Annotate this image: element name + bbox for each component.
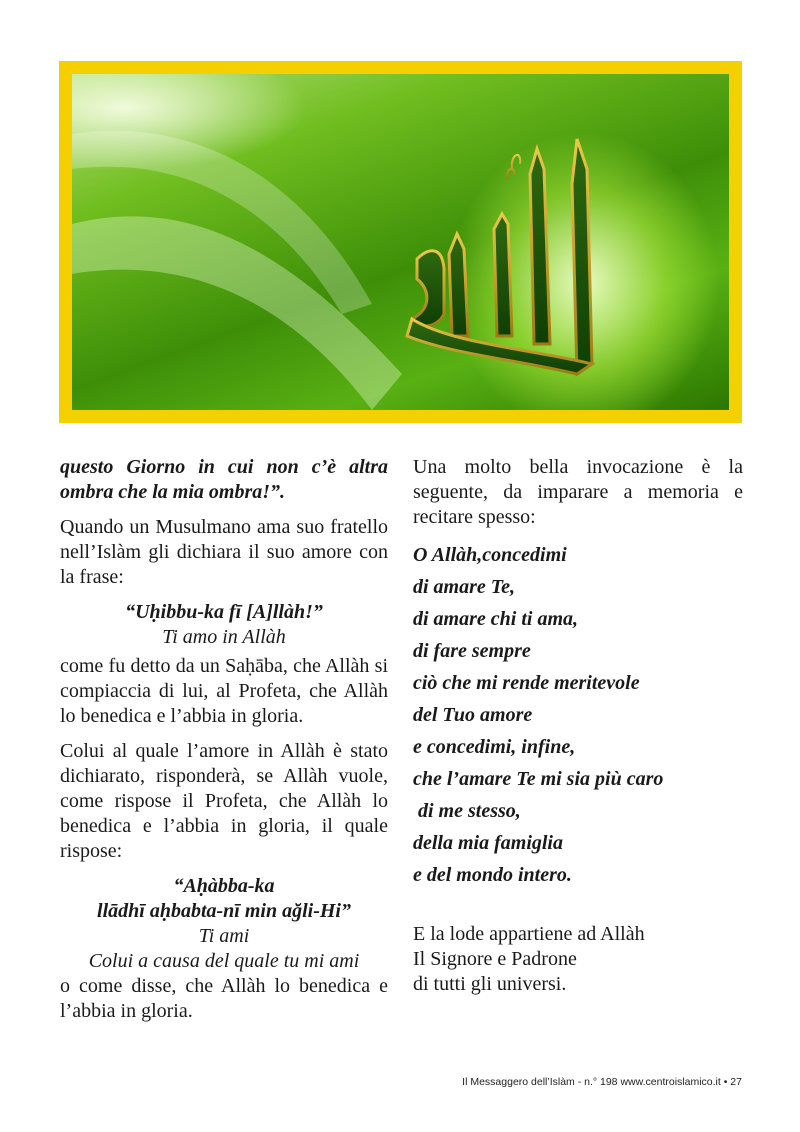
prayer-line: di amare chi ti ama, <box>413 608 578 630</box>
prayer-line: che l’amare Te mi sia più caro <box>413 768 664 790</box>
prayer-line: di amare Te, <box>413 576 516 598</box>
allah-calligraphy <box>72 74 729 410</box>
prayer-line: O Allàh,concedimi <box>413 544 567 566</box>
closing-line: Il Signore e Padrone <box>413 948 577 970</box>
closing-line: E la lode appartiene ad Allàh <box>413 923 645 945</box>
left-paragraph-1: questo Giorno in cui non c’è altra ombra che la mia ombra!”. <box>60 456 388 503</box>
left-paragraph-3: come fu detto da un Saḥāba, che Allàh si compiaccia di lui, al Profeta, che Allàh lo benedica e l’abbia in gloria. <box>60 655 388 727</box>
left-paragraph-4: Colui al quale l’amore in Allàh è stato dichiarato, risponderà, se Allàh vuole, come rispose il Profeta, che Allàh lo benedica e l’abbia in gloria, il quale rispose: <box>60 740 388 862</box>
left-column <box>60 455 388 1034</box>
quote1-translation: Ti amo in Allàh <box>162 626 286 648</box>
left-paragraph-2: Quando un Musulmano ama suo fratello nell’Islàm gli dichiara il suo amore con la frase: <box>60 516 388 588</box>
quote2-translation-2: Colui a causa del quale tu mi ami <box>88 950 360 972</box>
quote1-title: “Uḥibbu-ka fī [A]llàh!” <box>125 601 323 623</box>
prayer-line: e del mondo intero. <box>413 864 572 886</box>
prayer-line: ciò che mi rende meritevole <box>413 672 640 694</box>
closing <box>413 922 743 997</box>
quote2-line-1: “Aḥàbba-ka <box>173 875 275 897</box>
right-intro: Una molto bella invocazione è la seguente, da imparare a memoria e recitare spesso: <box>413 456 743 528</box>
banner-image <box>72 74 729 410</box>
prayer <box>413 544 743 886</box>
prayer-line: di me stesso, <box>413 800 521 822</box>
prayer-line: di fare sempre <box>413 640 531 662</box>
left-paragraph-5: o come disse, che Allàh lo benedica e l’abbia in gloria. <box>60 975 388 1022</box>
quote2-translation-1: Ti ami <box>198 925 250 947</box>
prayer-line: della mia famiglia <box>413 832 563 854</box>
quote2-line-2: llādhī aḥbabta-nī min ağli-Hi” <box>97 900 351 922</box>
prayer-line: e concedimi, infine, <box>413 736 576 758</box>
prayer-line: del Tuo amore <box>413 704 533 726</box>
banner-frame <box>59 61 742 423</box>
right-column <box>413 455 743 997</box>
page-footer: Il Messaggero dell’Islàm - n.° 198 www.centroislamico.it • 27 <box>462 1076 742 1088</box>
closing-line: di tutti gli universi. <box>413 973 567 995</box>
